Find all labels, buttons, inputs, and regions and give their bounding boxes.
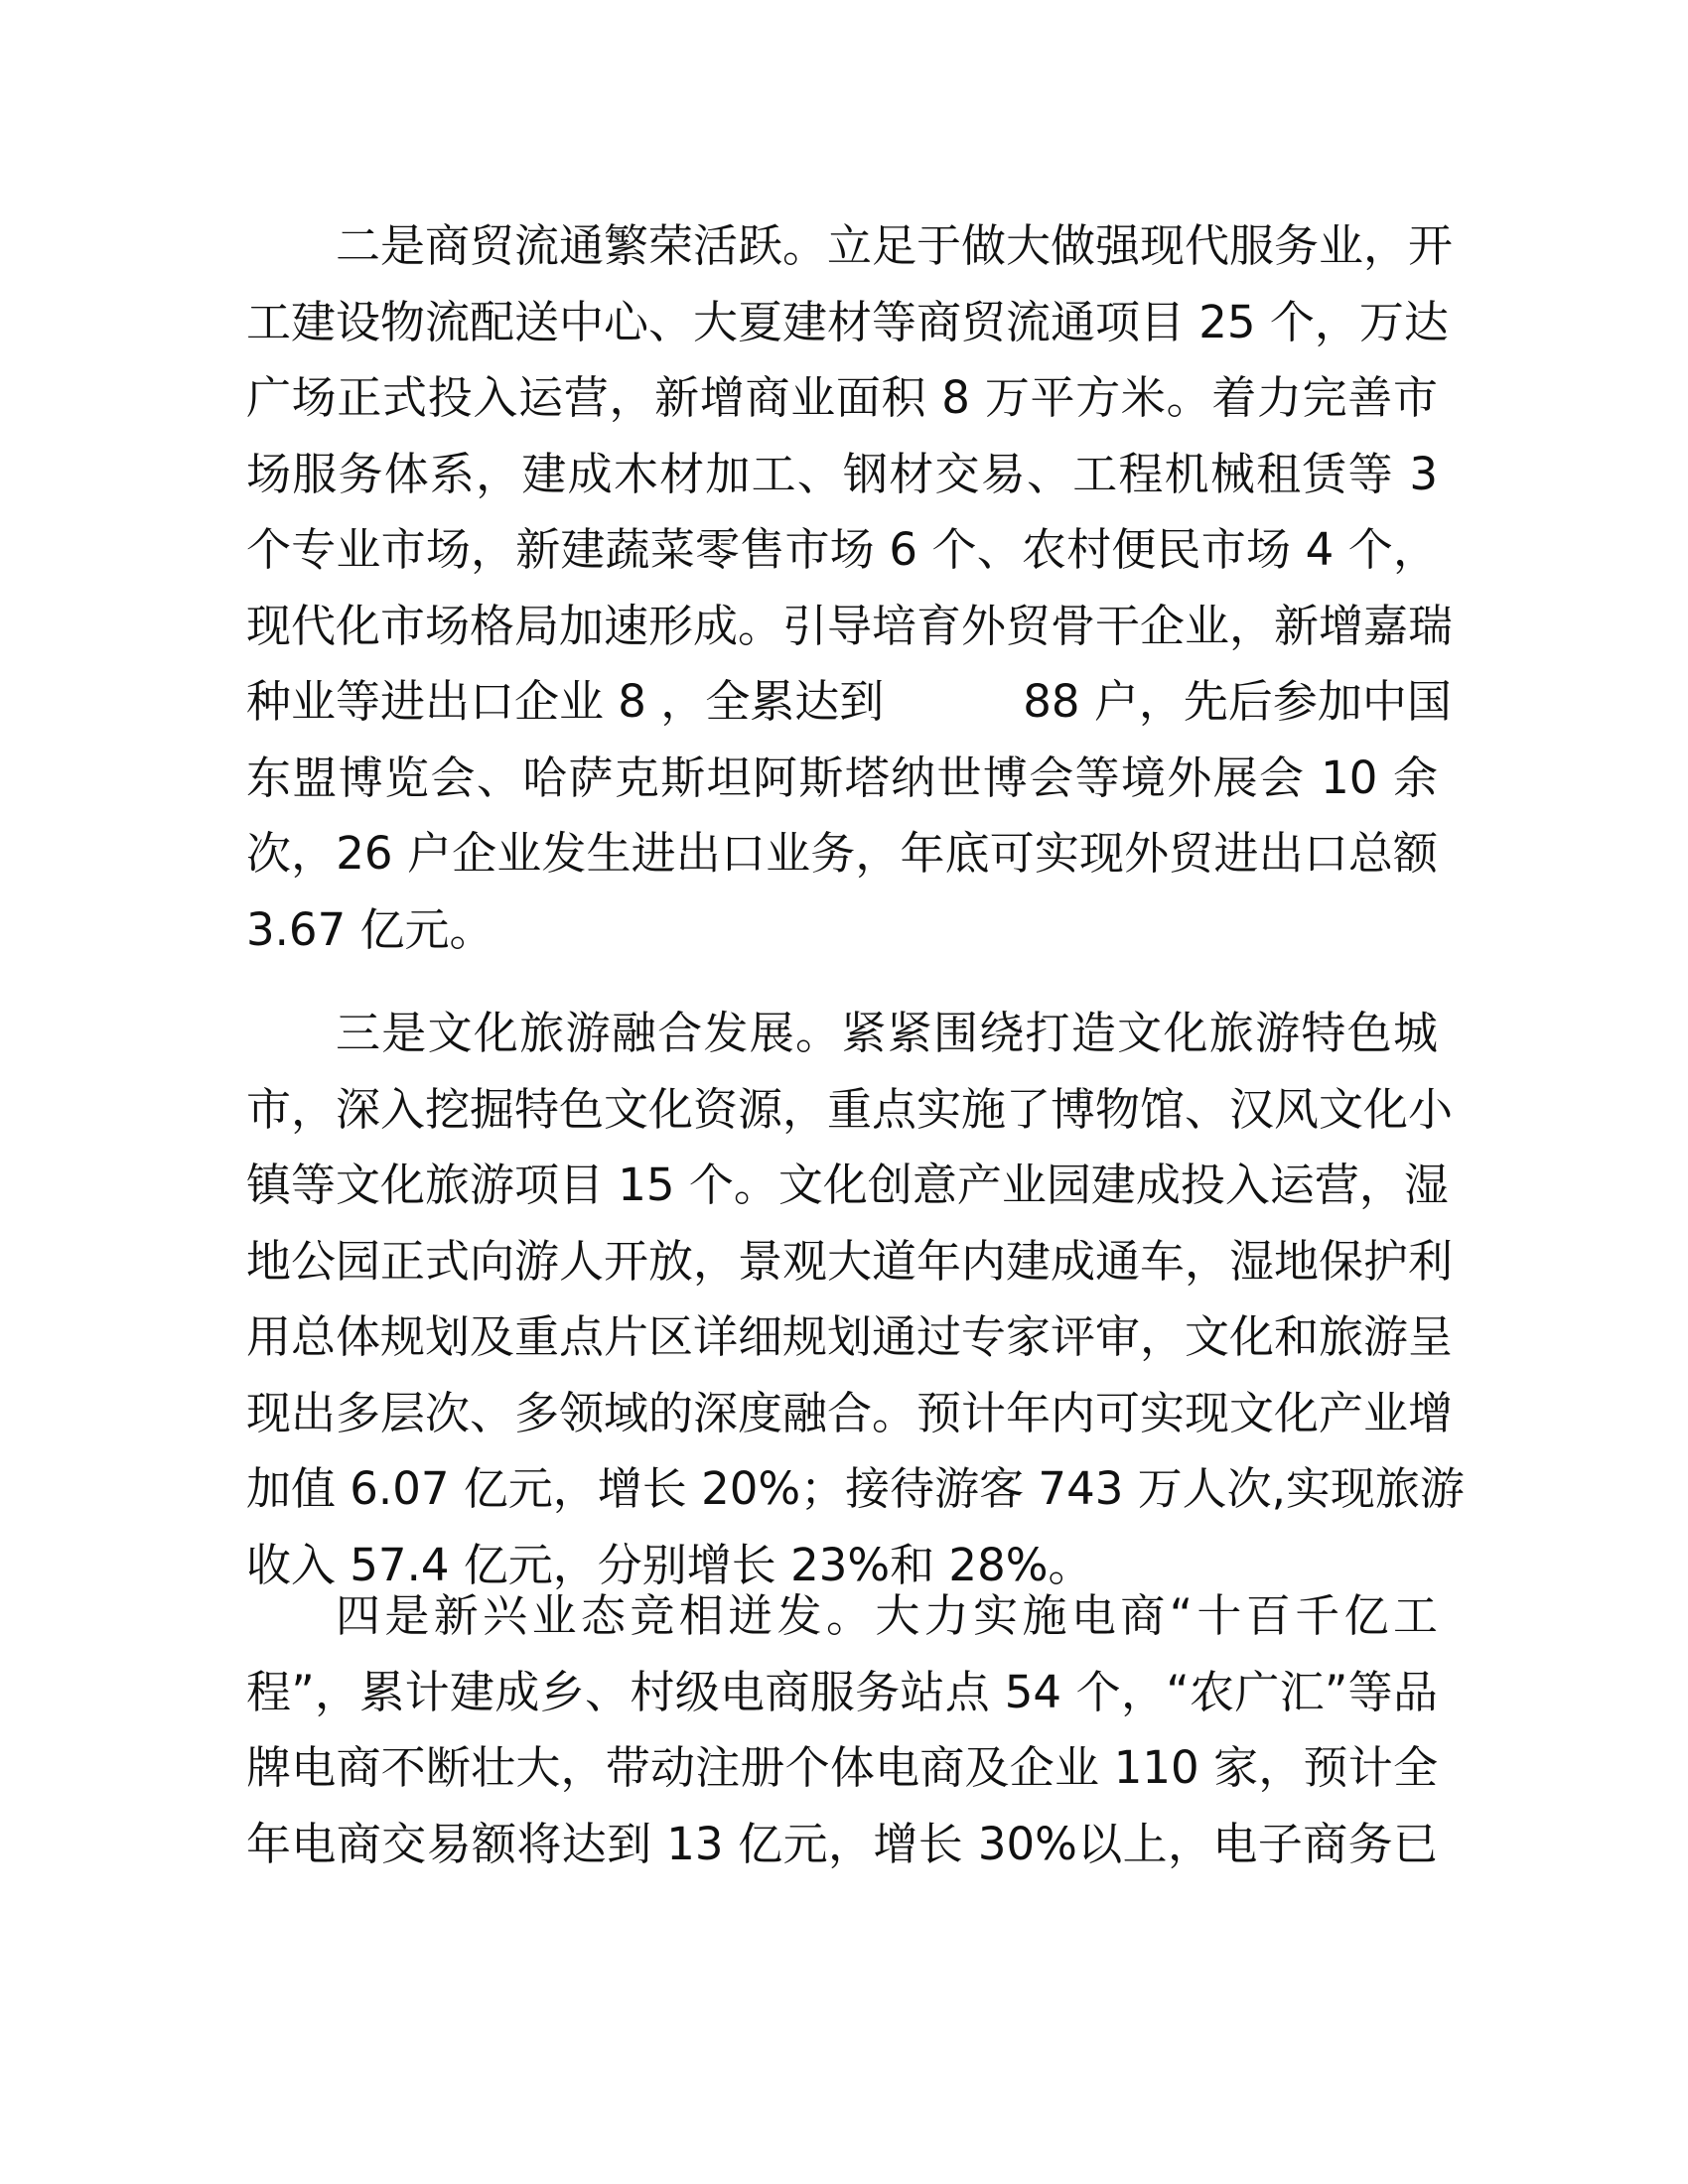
text-line-split — [246, 664, 1452, 741]
text-line: 次，26 户企业发生进出口业务，年底可实现外贸进出口总额 — [246, 827, 1438, 880]
paragraph-culture-tourism — [246, 996, 1465, 1603]
text-line: 镇等文化旅游项目 15 个。文化创意产业园建成投入运营，湿 — [246, 1159, 1449, 1211]
text-line: 个专业市场，新建蔬菜零售市场 6 个、农村便民市场 4 个， — [246, 523, 1438, 576]
text-line: 东盟博览会、哈萨克斯坦阿斯塔纳世博会等境外展会 10 余 — [246, 751, 1438, 804]
text-line: 收入 57.4 亿元，分别增长 23%和 28%。 — [246, 1538, 1093, 1591]
text-line: 年电商交易额将达到 13 亿元，增长 30%以上，电子商务已 — [246, 1817, 1438, 1870]
text-line: 现出多层次、多领域的深度融合。预计年内可实现文化产业增 — [246, 1386, 1454, 1439]
text-line: 加值 6.07 亿元，增长 20%；接待游客 743 万人次,实现旅游 — [246, 1462, 1465, 1515]
text-line: 用总体规划及重点片区详细规划通过专家评审，文化和旅游呈 — [246, 1310, 1454, 1363]
text-segment: 88 户，先后参加中国 — [1023, 675, 1452, 728]
text-line: 市，深入挖掘特色文化资源，重点实施了博物馆、汉风文化小 — [246, 1082, 1454, 1136]
paragraph-commerce-trade — [246, 208, 1454, 968]
text-line: 程”，累计建成乡、村级电商服务站点 54 个，“农广汇”等品 — [246, 1665, 1438, 1718]
text-line: 3.67 亿元。 — [246, 902, 494, 956]
text-line: 场服务体系，建成木材加工、钢材交易、工程机械租赁等 3 — [246, 447, 1438, 500]
text-line: 现代化市场格局加速形成。引导培育外贸骨干企业，新增嘉瑞 — [246, 599, 1454, 652]
text-line: 地公园正式向游人开放，景观大道年内建成通车，湿地保护利 — [246, 1234, 1454, 1288]
paragraph-new-business — [246, 1578, 1438, 1882]
text-line: 工建设物流配送中心、大夏建材等商贸流通项目 25 个，万达 — [246, 295, 1449, 348]
text-segment: 种业等进出口企业 8 ，全累达到 — [246, 675, 885, 728]
text-line: 四是新兴业态竞相迸发。大力实施电商“十百千亿工 — [336, 1589, 1438, 1642]
text-line: 二是商贸流通繁荣活跃。立足于做大做强现代服务业，开 — [336, 219, 1454, 272]
text-line: 牌电商不断壮大，带动注册个体电商及企业 110 家，预计全 — [246, 1741, 1438, 1794]
text-line: 三是文化旅游融合发展。紧紧围绕打造文化旅游特色城 — [336, 1007, 1438, 1059]
text-line: 广场正式投入运营，新增商业面积 8 万平方米。着力完善市 — [246, 371, 1438, 424]
